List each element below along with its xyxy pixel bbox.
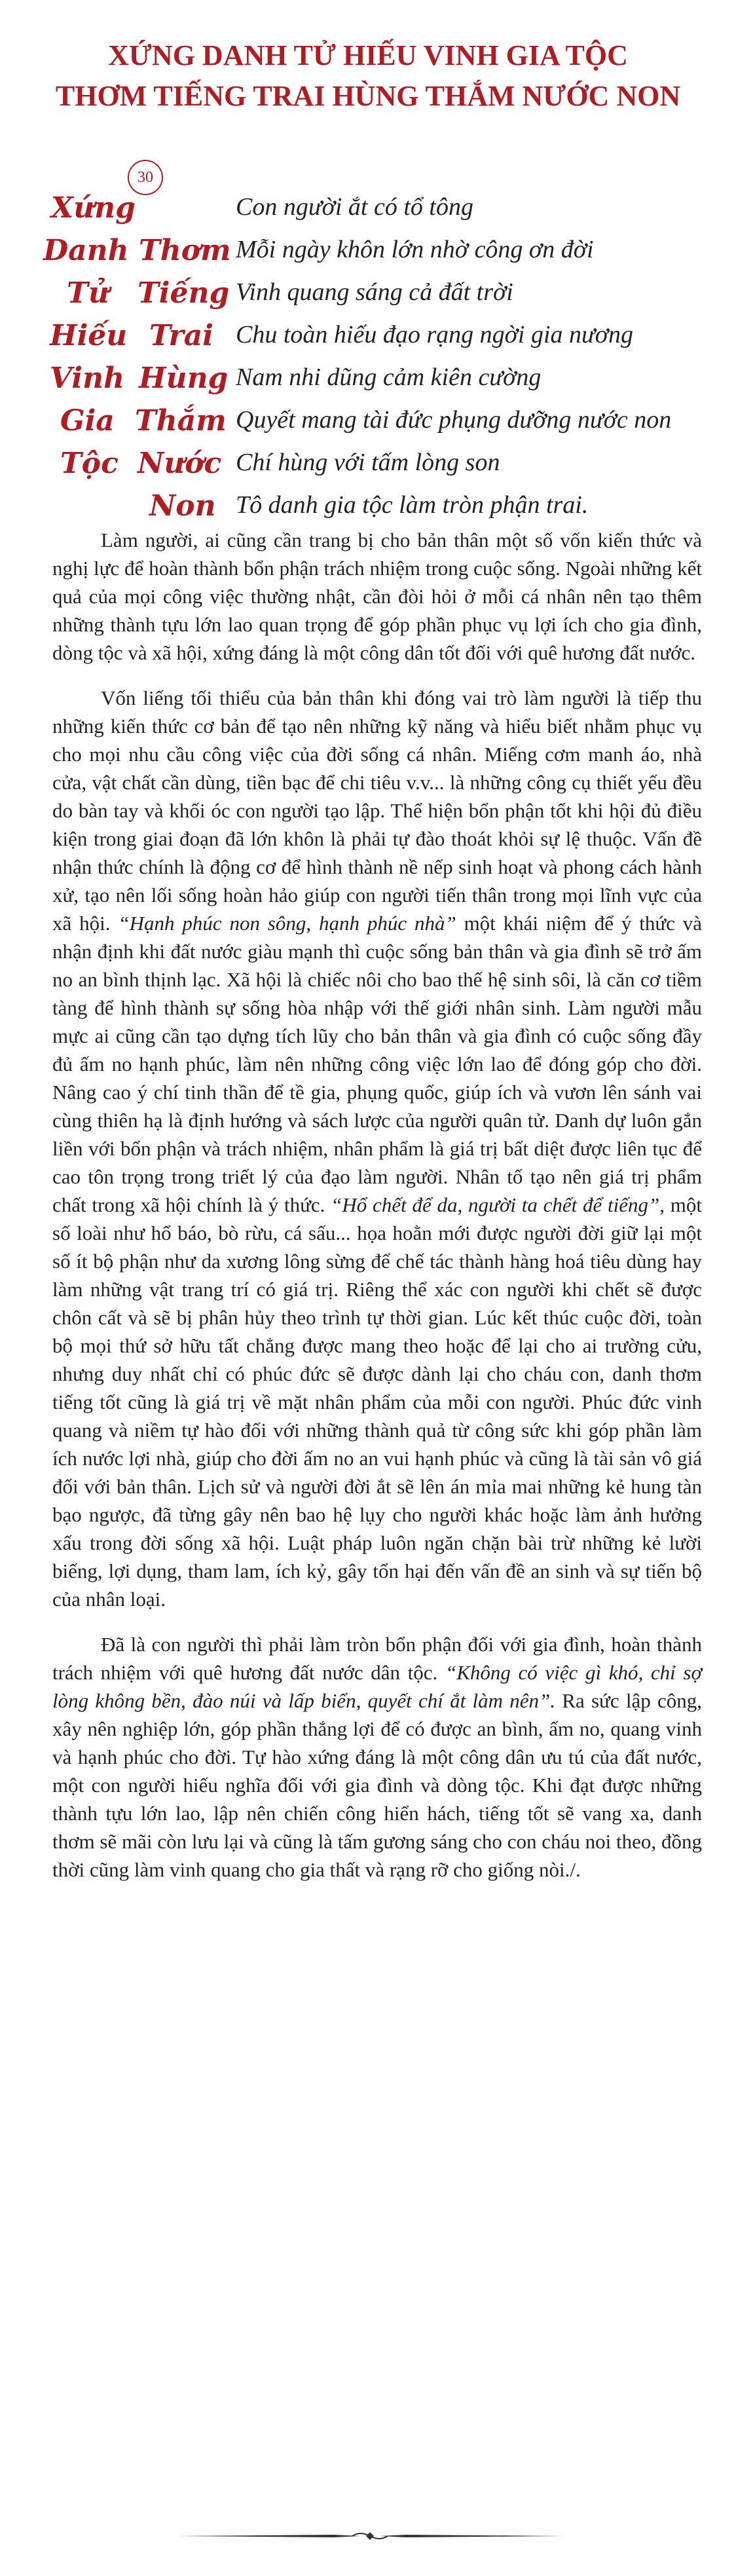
poem-line: Tô danh gia tộc làm tròn phận trai. [236, 491, 589, 519]
poem-line: Nam nhi dũng cảm kiên cường [236, 364, 542, 391]
paragraph-text: một khái niệm để ý thức và nhận định khi đất nước giàu mạnh thì cuộc sống bản thân và gia đình sẽ trở ấm no an bình thịnh lạc. Xã hội là chiếc nôi cho bao thế hệ sinh sôi, là căn cơ tiềm tàng để hình thành sự sống hòa nhập với thế giới nhân sinh. Làm người mẫu mực ai cũng cần tạo dựng tích lũy cho bản thân và gia đình có cuộc sống đầy đủ ấm no hạnh phúc, làm nên những công việc lớn lao để đóng góp cho đời. Nâng cao ý chí tinh thần để tề gia, phụng quốc, giúp ích và vươn lên sánh vai cùng thiên hạ là định hướng và sách lược của người quân tử. Danh dự luôn gắn liền với bổn phận và trách nhiệm, nhân phẩm là giá trị bất diệt được liên tục để cao tôn trọng trong triết lý của đạo làm người. Nhân tố tạo nên giá trị phẩm chất trong xã hội chính là ý thức. [52, 912, 702, 1216]
acrostic-word: Thơm [139, 234, 231, 267]
acrostic-word: Thắm [135, 404, 227, 438]
acrostic-word: Tử [67, 276, 109, 310]
divider-right-taper [380, 2535, 563, 2537]
acrostic-word: Gia [60, 404, 115, 438]
quote-text: “Không có việc gì khó, chỉ sợ lòng không bền, đào núi và lấp biển, quyết chí ắt làm nên”. [52, 1661, 703, 1712]
poem-line: Chí hùng với tấm lòng son [236, 449, 500, 476]
poem-line: Vinh quang sáng cả đất trời [236, 278, 513, 306]
essay-paragraph-2 [52, 684, 702, 1613]
acrostic-word: Hùng [139, 362, 229, 395]
acrostic-word: Danh [43, 234, 129, 267]
ornamental-divider [177, 2529, 563, 2543]
essay-paragraph-1: Làm người, ai cũng cần trang bị cho bản thân một số vốn kiến thức và nghị lực để hoàn thành bổn phận trách nhiệm trong cuộc sống. Ngoài những kết quả của mọi công việc thường nhật, cần đòi hỏi ở mỗi cá nhân nên tạo thêm những thành tựu lớn lao quan trọng để góp phần phục vụ lợi ích cho gia đình, dòng tộc và xã hội, xứng đáng là một công dân tốt đối với quê hương đất nước. [52, 529, 702, 664]
poem-line: Chu toàn hiếu đạo rạng ngời gia nương [236, 321, 634, 348]
divider-diamond [366, 2532, 374, 2540]
poem-line: Con người ắt có tổ tông [236, 193, 473, 221]
acrostic-word: Hiếu [50, 319, 128, 352]
poem-line: Mỗi ngày khôn lớn nhờ công ơn đời [236, 236, 594, 263]
poem-number-badge: 30 [128, 160, 163, 195]
acrostic-word: Non [149, 489, 216, 523]
title-line-1: XỨNG DANH TỬ HIẾU VINH GIA TỘC [108, 39, 628, 71]
page-title [0, 0, 736, 117]
quote-text: “Hổ chết để da, người ta chết để tiếng” [331, 1193, 660, 1216]
acrostic-word: Nước [138, 447, 222, 480]
title-line-2: THƠM TIẾNG TRAI HÙNG THẮM NƯỚC NON [55, 80, 681, 112]
paragraph-text: Ra sức lập công, xây nên nghiệp lớn, góp phần thắng lợi để có được an bình, ấm no, quang vinh và hạnh phúc cho đời. Tự hào xứng đáng là một công dân ưu tú của đất nước, một con người hiếu nghĩa đối với gia đình và dòng tộc. Khi đạt được những thành tựu lớn lao, lập nên chiến công hiển hách, tiếng tốt sẽ vang xa, danh thơm sẽ mãi còn lưu lại và cũng là tấm gương sáng cho con cháu noi theo, đồng thời cũng làm vinh quang cho gia thất và rạng rỡ cho giống nòi./. [52, 1689, 702, 1881]
paragraph-text: Đã là con người thì phải làm tròn bổn phận đối với gia đình, hoàn thành trách nhiệm với quê hương đất nước dân tộc. [52, 1633, 702, 1684]
poem-block [0, 160, 736, 527]
acrostic-word: Tộc [60, 447, 119, 480]
poem-line: Quyết mang tài đức phụng dưỡng nước non [236, 406, 672, 434]
acrostic-word: Vinh [50, 362, 125, 395]
paragraph-text: , một số loài như hổ báo, bò rừu, cá sấu... họa hoằn mới được người đời giữ lại một số ít bộ phận như da xương lông sừng để chế tác thành hàng hoá tiêu dùng hay làm những vật trang trí có giá trị. Riêng thể xác con người khi chết sẽ được chôn cất và sẽ bị phân hủy theo trình tự thời gian. Lúc kết thúc cuộc đời, toàn bộ mọi thứ sở hữu tất chẳng được mang theo hoặc để lại cho ai trường cửu, nhưng duy nhất chỉ có phúc đức sẽ được dành lại cho cháu con, danh thơm tiếng tốt cũng là giá trị về mặt nhân phẩm của mỗi con người. Phúc đức vinh quang và niềm tự hào đối với những thành quả từ công sức khi góp phần làm ích nước lợi nhà, giúp cho đời ấm no an vui hạnh phúc và cũng là tài sản vô giá đối với bản thân. Lịch sử và người đời ắt sẽ lên án mỉa mai những kẻ hung tàn bạo ngược, đã từng gây nên bao hệ lụy cho người khác hoặc làm ảnh hưởng xấu trong đời sống xã hội. Luật pháp luôn ngăn chặn bài trừ những kẻ lười biếng, lợi dụng, tham lam, ích kỷ, gây tổn hại đến vấn đề an sinh và sự tiến bộ của nhân loại. [52, 1193, 703, 1611]
divider-left-taper [177, 2535, 360, 2537]
quote-text: “Hạnh phúc non sông, hạnh phúc nhà” [118, 912, 456, 935]
essay-paragraph-3 [52, 1630, 702, 1884]
essay-body [52, 526, 702, 1901]
acrostic-word: Xứng [51, 191, 136, 225]
acrostic-word: Trai [149, 319, 213, 352]
acrostic-word: Tiếng [138, 276, 230, 310]
paragraph-text: Vốn liếng tối thiểu của bản thân khi đóng vai trò làm người là tiếp thu những kiến thức cơ bản để tạo nên những kỹ năng và hiểu biết nhằm phục vụ cho mọi nhu cầu công việc của đời sống cá nhân. Miếng cơm manh áo, nhà cửa, vật chất cần dùng, tiền bạc để chi tiêu v.v... là những công cụ thiết yếu đều do bàn tay và khối óc con người tạo lập. Thể hiện bổn phận tốt khi hội đủ điều kiện trong giai đoạn đã lớn khôn là phải tự đào thoát khỏi sự lệ thuộc. Vấn đề nhận thức chính là động cơ để hình thành nề nếp sinh hoạt và phong cách hành xử, tạo nên lối sống hoàn hảo giúp con người tiến thân trong mọi lĩnh vực của xã hội. [52, 686, 702, 935]
